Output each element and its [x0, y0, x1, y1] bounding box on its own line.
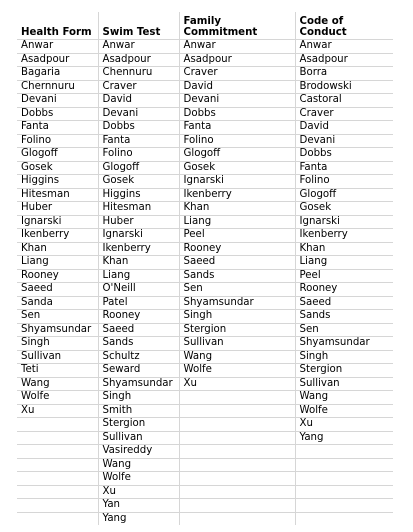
cell-family-commitment — [179, 472, 295, 486]
cell-swim-test: Ikenberry — [98, 242, 179, 256]
cell-swim-test: Sands — [98, 337, 179, 351]
cell-health-form: Ikenberry — [17, 229, 98, 243]
table-row — [17, 296, 393, 310]
cell-code-of-conduct: Saeed — [295, 296, 393, 310]
cell-code-of-conduct: Fanta — [295, 161, 393, 175]
table-row — [17, 458, 393, 472]
cell-family-commitment: Stergion — [179, 323, 295, 337]
cell-family-commitment — [179, 404, 295, 418]
cell-code-of-conduct: Rooney — [295, 283, 393, 297]
cell-family-commitment: Gosek — [179, 161, 295, 175]
cell-code-of-conduct: Sands — [295, 310, 393, 324]
cell-swim-test: Khan — [98, 256, 179, 270]
cell-family-commitment: Shyamsundar — [179, 296, 295, 310]
cell-family-commitment: Anwar — [179, 40, 295, 54]
cell-code-of-conduct — [295, 499, 393, 513]
cell-swim-test: Schultz — [98, 350, 179, 364]
cell-family-commitment: Dobbs — [179, 107, 295, 121]
cell-swim-test: Chennuru — [98, 67, 179, 81]
header-swim-test: Swim Test — [98, 12, 179, 40]
cell-swim-test: Shyamsundar — [98, 377, 179, 391]
cell-code-of-conduct: Glogoff — [295, 188, 393, 202]
table-row — [17, 53, 393, 67]
cell-family-commitment: Rooney — [179, 242, 295, 256]
cell-health-form: Shyamsundar — [17, 323, 98, 337]
cell-health-form: Hitesman — [17, 188, 98, 202]
table-row — [17, 391, 393, 405]
table-row — [17, 445, 393, 459]
cell-health-form: Dobbs — [17, 107, 98, 121]
cell-family-commitment — [179, 431, 295, 445]
table-row — [17, 377, 393, 391]
cell-family-commitment — [179, 512, 295, 525]
table-row — [17, 148, 393, 162]
cell-swim-test: Liang — [98, 269, 179, 283]
cell-family-commitment: Xu — [179, 377, 295, 391]
cell-health-form: Folino — [17, 134, 98, 148]
cell-code-of-conduct: Peel — [295, 269, 393, 283]
cell-family-commitment: Saeed — [179, 256, 295, 270]
cell-family-commitment — [179, 458, 295, 472]
table-row — [17, 134, 393, 148]
cell-code-of-conduct: Castoral — [295, 94, 393, 108]
cell-family-commitment: David — [179, 80, 295, 94]
cell-swim-test: Higgins — [98, 188, 179, 202]
table-row — [17, 499, 393, 513]
table-row — [17, 80, 393, 94]
cell-swim-test: David — [98, 94, 179, 108]
cell-code-of-conduct: Wolfe — [295, 404, 393, 418]
cell-health-form: Saeed — [17, 283, 98, 297]
cell-code-of-conduct: Liang — [295, 256, 393, 270]
table-row — [17, 350, 393, 364]
table-row — [17, 364, 393, 378]
cell-code-of-conduct: Khan — [295, 242, 393, 256]
cell-family-commitment: Peel — [179, 229, 295, 243]
cell-swim-test: Hitesman — [98, 202, 179, 216]
cell-swim-test: Saeed — [98, 323, 179, 337]
cell-family-commitment: Glogoff — [179, 148, 295, 162]
cell-swim-test: Asadpour — [98, 53, 179, 67]
cell-code-of-conduct — [295, 512, 393, 525]
cell-swim-test: Wang — [98, 458, 179, 472]
cell-code-of-conduct: Ignarski — [295, 215, 393, 229]
table-row — [17, 161, 393, 175]
cell-family-commitment: Ignarski — [179, 175, 295, 189]
table-row — [17, 283, 393, 297]
cell-health-form: Huber — [17, 202, 98, 216]
cell-health-form — [17, 418, 98, 432]
cell-family-commitment — [179, 485, 295, 499]
cell-swim-test: Yan — [98, 499, 179, 513]
cell-swim-test: Yang — [98, 512, 179, 525]
cell-code-of-conduct: Craver — [295, 107, 393, 121]
cell-code-of-conduct: Dobbs — [295, 148, 393, 162]
cell-code-of-conduct: Anwar — [295, 40, 393, 54]
cell-swim-test: Patel — [98, 296, 179, 310]
cell-swim-test: Glogoff — [98, 161, 179, 175]
cell-health-form: Chernnuru — [17, 80, 98, 94]
cell-health-form: Rooney — [17, 269, 98, 283]
header-health-form: Health Form — [17, 12, 98, 40]
cell-family-commitment: Folino — [179, 134, 295, 148]
cell-health-form — [17, 458, 98, 472]
cell-code-of-conduct: Ikenberry — [295, 229, 393, 243]
cell-code-of-conduct: David — [295, 121, 393, 135]
cell-family-commitment: Wang — [179, 350, 295, 364]
completion-table — [17, 12, 393, 525]
cell-code-of-conduct: Xu — [295, 418, 393, 432]
cell-health-form: Liang — [17, 256, 98, 270]
table-row — [17, 188, 393, 202]
cell-family-commitment — [179, 445, 295, 459]
table-row — [17, 337, 393, 351]
cell-swim-test: Craver — [98, 80, 179, 94]
cell-swim-test: Wolfe — [98, 472, 179, 486]
cell-health-form: Devani — [17, 94, 98, 108]
table-row — [17, 269, 393, 283]
cell-health-form: Teti — [17, 364, 98, 378]
cell-code-of-conduct: Wang — [295, 391, 393, 405]
cell-swim-test: Fanta — [98, 134, 179, 148]
cell-family-commitment: Singh — [179, 310, 295, 324]
table-row — [17, 323, 393, 337]
table-row — [17, 94, 393, 108]
cell-code-of-conduct — [295, 445, 393, 459]
cell-swim-test: Xu — [98, 485, 179, 499]
cell-code-of-conduct: Sen — [295, 323, 393, 337]
cell-swim-test: Singh — [98, 391, 179, 405]
cell-code-of-conduct: Gosek — [295, 202, 393, 216]
table-row — [17, 431, 393, 445]
table-row — [17, 107, 393, 121]
cell-swim-test: Gosek — [98, 175, 179, 189]
cell-swim-test: Anwar — [98, 40, 179, 54]
cell-health-form: Asadpour — [17, 53, 98, 67]
cell-health-form: Glogoff — [17, 148, 98, 162]
cell-code-of-conduct: Singh — [295, 350, 393, 364]
cell-family-commitment: Fanta — [179, 121, 295, 135]
cell-health-form: Sanda — [17, 296, 98, 310]
cell-health-form — [17, 431, 98, 445]
cell-code-of-conduct: Folino — [295, 175, 393, 189]
cell-family-commitment — [179, 391, 295, 405]
cell-family-commitment: Sen — [179, 283, 295, 297]
cell-health-form — [17, 472, 98, 486]
cell-swim-test: Smith — [98, 404, 179, 418]
cell-swim-test: Devani — [98, 107, 179, 121]
table-row — [17, 404, 393, 418]
cell-family-commitment: Wolfe — [179, 364, 295, 378]
cell-code-of-conduct — [295, 485, 393, 499]
table-row — [17, 121, 393, 135]
cell-swim-test: Folino — [98, 148, 179, 162]
cell-health-form: Bagaria — [17, 67, 98, 81]
cell-code-of-conduct: Shyamsundar — [295, 337, 393, 351]
table-row — [17, 242, 393, 256]
cell-swim-test: Vasireddy — [98, 445, 179, 459]
cell-family-commitment: Asadpour — [179, 53, 295, 67]
cell-swim-test: Ignarski — [98, 229, 179, 243]
table-row — [17, 418, 393, 432]
cell-health-form: Fanta — [17, 121, 98, 135]
cell-swim-test: Sullivan — [98, 431, 179, 445]
cell-family-commitment — [179, 499, 295, 513]
table-row — [17, 256, 393, 270]
cell-code-of-conduct: Devani — [295, 134, 393, 148]
cell-code-of-conduct: Yang — [295, 431, 393, 445]
cell-swim-test: Seward — [98, 364, 179, 378]
table-row — [17, 202, 393, 216]
cell-health-form — [17, 512, 98, 525]
table-row — [17, 485, 393, 499]
table-row — [17, 40, 393, 54]
table-body — [17, 40, 393, 526]
cell-code-of-conduct — [295, 472, 393, 486]
header-row — [17, 12, 393, 40]
cell-health-form — [17, 485, 98, 499]
cell-health-form: Ignarski — [17, 215, 98, 229]
cell-health-form: Singh — [17, 337, 98, 351]
cell-family-commitment: Khan — [179, 202, 295, 216]
cell-code-of-conduct: Brodowski — [295, 80, 393, 94]
cell-swim-test: Stergion — [98, 418, 179, 432]
cell-health-form: Sen — [17, 310, 98, 324]
cell-family-commitment — [179, 418, 295, 432]
cell-swim-test: O'Neill — [98, 283, 179, 297]
cell-health-form: Khan — [17, 242, 98, 256]
cell-code-of-conduct — [295, 458, 393, 472]
cell-code-of-conduct: Asadpour — [295, 53, 393, 67]
cell-swim-test: Rooney — [98, 310, 179, 324]
cell-health-form: Xu — [17, 404, 98, 418]
table-row — [17, 310, 393, 324]
header-family-commitment: Family Commitment — [179, 12, 295, 40]
table-row — [17, 67, 393, 81]
cell-code-of-conduct: Sullivan — [295, 377, 393, 391]
cell-health-form — [17, 499, 98, 513]
cell-swim-test: Dobbs — [98, 121, 179, 135]
table-row — [17, 472, 393, 486]
table-row — [17, 215, 393, 229]
cell-family-commitment: Liang — [179, 215, 295, 229]
cell-family-commitment: Sands — [179, 269, 295, 283]
cell-family-commitment: Ikenberry — [179, 188, 295, 202]
table-row — [17, 229, 393, 243]
cell-health-form: Gosek — [17, 161, 98, 175]
header-code-of-conduct: Code of Conduct — [295, 12, 393, 40]
table-row — [17, 175, 393, 189]
cell-swim-test: Huber — [98, 215, 179, 229]
cell-family-commitment: Devani — [179, 94, 295, 108]
cell-health-form: Wang — [17, 377, 98, 391]
cell-health-form: Wolfe — [17, 391, 98, 405]
cell-code-of-conduct: Stergion — [295, 364, 393, 378]
cell-code-of-conduct: Borra — [295, 67, 393, 81]
cell-health-form — [17, 445, 98, 459]
cell-family-commitment: Sullivan — [179, 337, 295, 351]
cell-health-form: Sullivan — [17, 350, 98, 364]
cell-health-form: Higgins — [17, 175, 98, 189]
table-row — [17, 512, 393, 525]
cell-health-form: Anwar — [17, 40, 98, 54]
cell-family-commitment: Craver — [179, 67, 295, 81]
